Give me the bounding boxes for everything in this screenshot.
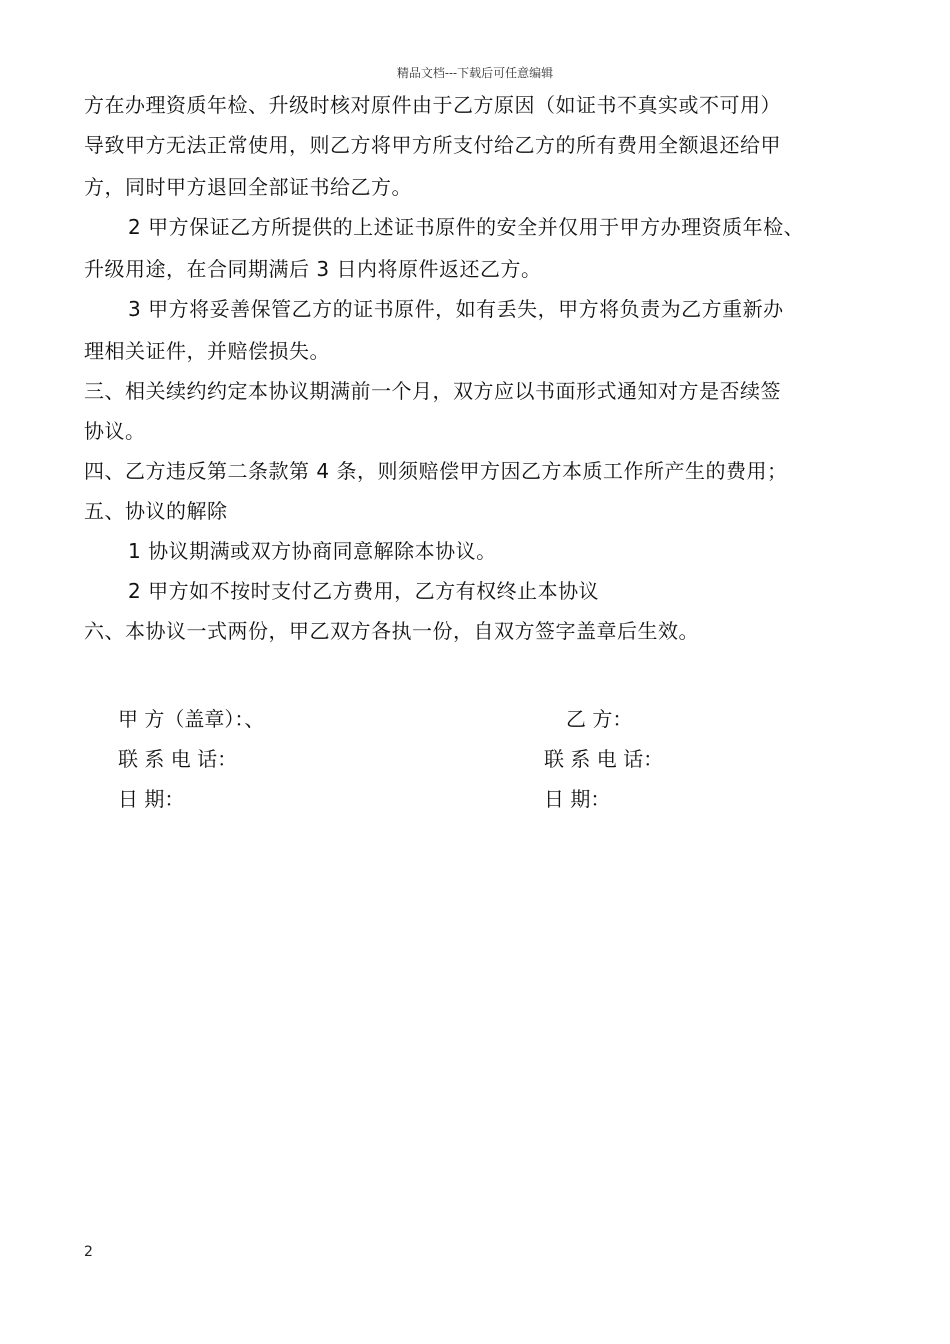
section-6: 六、本协议一式两份，甲乙双方各执一份，自双方签字盖章后生效。: [84, 619, 699, 643]
body-line: 协议。: [84, 419, 146, 443]
party-a-label: 甲 方（盖章）：、: [118, 707, 265, 731]
body-line: 方在办理资质年检、升级时核对原件由于乙方原因（如证书不真实或不可用）: [84, 93, 781, 117]
section-4: 四、乙方违反第二条款第 4 条，则须赔偿甲方因乙方本质工作所产生的费用；: [84, 459, 788, 483]
page-header: 精品文档---下载后可任意编辑: [396, 66, 554, 80]
body-line: 导致甲方无法正常使用，则乙方将甲方所支付给乙方的所有费用全额退还给甲: [84, 133, 781, 157]
party-a-phone: 联 系 电 话：: [118, 747, 238, 771]
clause-3: 3 甲方将妥善保管乙方的证书原件，如有丢失，甲方将负责为乙方重新办: [128, 297, 784, 321]
section-5-heading: 五、协议的解除: [84, 499, 228, 523]
party-b-phone: 联 系 电 话：: [544, 747, 664, 771]
page-number: 2: [84, 1244, 93, 1260]
section-5-item-1: 1 协议期满或双方协商同意解除本协议。: [128, 539, 497, 563]
body-line: 方，同时甲方退回全部证书给乙方。: [84, 175, 412, 199]
party-b-date: 日 期：: [544, 787, 611, 811]
party-b-label: 乙 方：: [566, 707, 633, 731]
body-line: 理相关证件，并赔偿损失。: [84, 339, 330, 363]
party-a-date: 日 期：: [118, 787, 185, 811]
section-5-item-2: 2 甲方如不按时支付乙方费用，乙方有权终止本协议: [128, 579, 600, 603]
section-3: 三、相关续约约定本协议期满前一个月，双方应以书面形式通知对方是否续签: [84, 379, 781, 403]
clause-2: 2 甲方保证乙方所提供的上述证书原件的安全并仅用于甲方办理资质年检、: [128, 215, 805, 239]
body-line: 升级用途，在合同期满后 3 日内将原件返还乙方。: [84, 257, 542, 281]
